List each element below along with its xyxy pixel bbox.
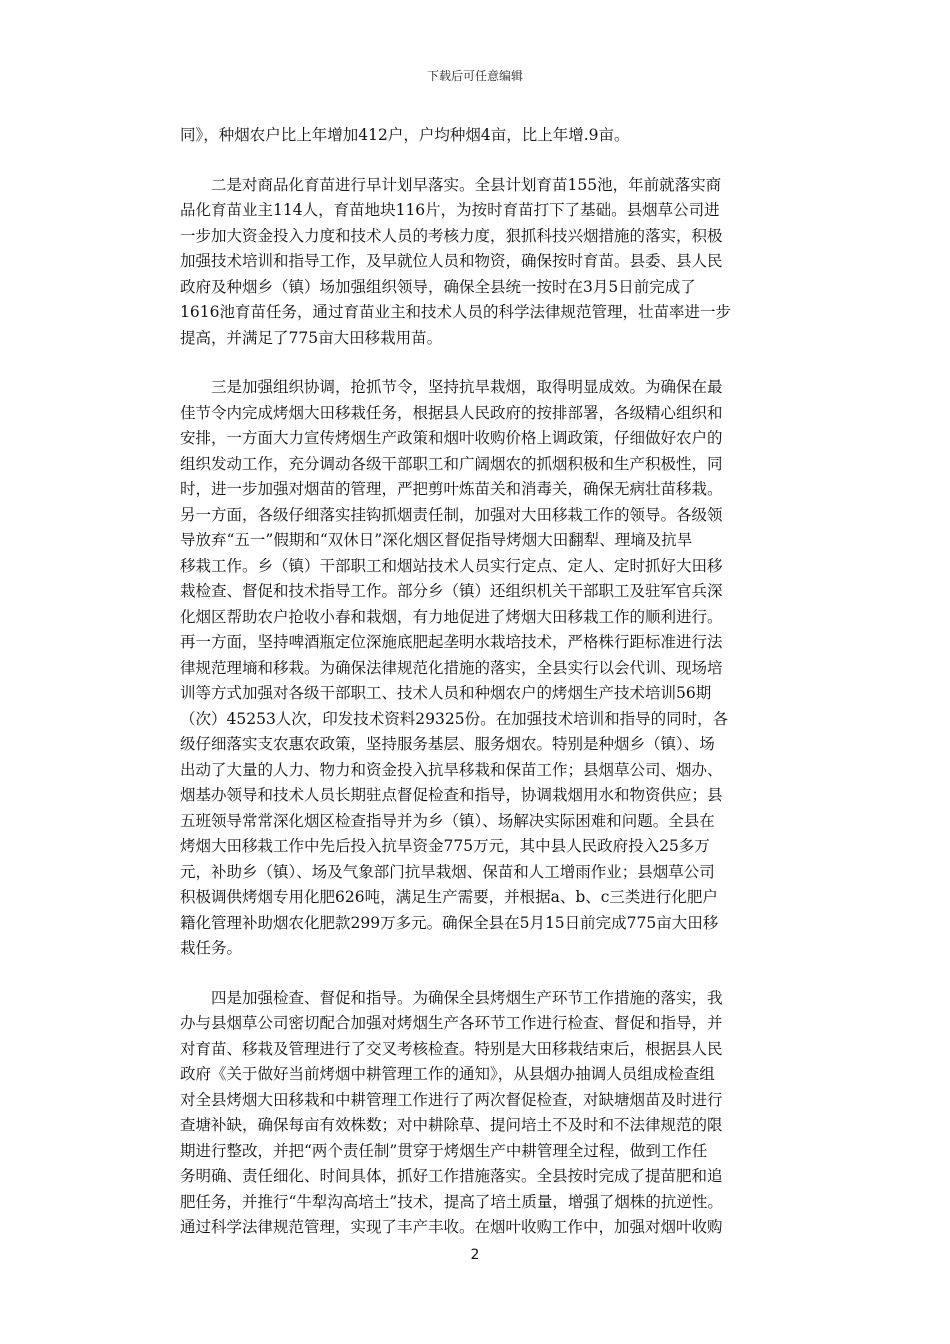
text-line: 肥任务，并推行“牛犁沟高培土”技术，提高了培土质量，增强了烟株的抗逆性。 (180, 1192, 723, 1211)
text-line: 务明确、责任细化、时间具体，抓好工作措施落实。全县按时完成了提苗肥和追 (180, 1167, 723, 1185)
text-line: 通过科学法律规范管理，实现了丰产丰收。在烟叶收购工作中，加强对烟叶收购 (180, 1218, 723, 1236)
text-line: 品化育苗业主114人，育苗地块116片，为按时育苗打下了基础。县烟草公司进 (180, 201, 720, 219)
text-line: 烤烟大田移栽工作中先后投入抗旱资金775万元，其中县人民政府投入25多万 (180, 837, 710, 855)
text-line: （次）45253人次，印发技术资料29325份。在加强技术培训和指导的同时，各 (180, 709, 729, 728)
text-line: 同》，种烟农户比上年增加412户，户均种烟4亩，比上年增.9亩。 (180, 126, 630, 144)
paragraph-gap (180, 351, 780, 375)
text-line: 移栽工作。乡（镇）干部职工和烟站技术人员实行定点、定人、定时抓好大田移 (180, 556, 723, 575)
text-line: 对全县烤烟大田移栽和中耕管理工作进行了两次督促检查，对缺塘烟苗及时进行 (180, 1090, 723, 1109)
text-line: 一步加大资金投入力度和技术人员的考核力度，狠抓科技兴烟措施的落实，积极 (180, 226, 723, 245)
text-line: 查塘补缺，确保每亩有效株数；对中耕除草、提问培土不及时和不法律规范的限 (180, 1116, 723, 1134)
text-line: 级仔细落实支农惠农政策，坚持服务基层、服务烟农。特别是种烟乡（镇）、场 (180, 735, 715, 753)
text-line: 期进行整改，并把“两个责任制”贯穿于烤烟生产中耕管理全过程，做到工作任 (180, 1141, 708, 1160)
text-line: 加强技术培训和指导工作，及早就位人员和物资，确保按时育苗。县委、县人民 (180, 252, 723, 270)
text-line: 政府《关于做好当前烤烟中耕管理工作的通知》，从县烟办抽调人员组成检查组 (180, 1065, 715, 1083)
text-line: 再一方面，坚持啤酒瓶定位深施底肥起垄明水栽培技术，严格株行距标准进行法 (180, 633, 723, 651)
text-line: 四是加强检查、督促和指导。为确保全县烤烟生产环节工作措施的落实，我 (180, 988, 723, 1007)
text-line: 政府及种烟乡（镇）场加强组织领导，确保全县统一按时在3月5日前完成了 (180, 277, 696, 296)
text-line: 栽检查、督促和技术指导工作。部分乡（镇）还组织机关干部职工及驻军官兵深 (180, 582, 723, 600)
text-line: 组织发动工作，充分调动各级干部职工和广阔烟农的抓烟积极和生产积极性，同 (180, 454, 723, 473)
text-line: 三是加强组织协调，抢抓节令，坚持抗旱栽烟，取得明显成效。为确保在最 (180, 378, 723, 396)
text-line: 栽任务。 (180, 939, 243, 957)
paragraph-gap (180, 149, 780, 173)
text-line: 安排，一方面大力宣传烤烟生产政策和烟叶收购价格上调政策，仔细做好农户的 (180, 429, 723, 447)
page-number: 2 (470, 1247, 480, 1263)
page-header: 下载后可任意编辑 (426, 69, 523, 83)
text-line: 对育苗、移栽及管理进行了交叉考核检查。特别是大田移栽结束后，根据县人民 (180, 1039, 723, 1058)
text-line: 佳节令内完成烤烟大田移栽任务，根据县人民政府的按排部署，各级精心组织和 (180, 403, 723, 422)
text-line: 1616池育苗任务，通过育苗业主和技术人员的科学法律规范管理，壮苗率进一步 (180, 303, 731, 321)
paragraph-gap (180, 962, 780, 986)
text-line: 二是对商品化育苗进行早计划早落实。全县计划育苗155池，年前就落实商 (180, 175, 722, 194)
text-line: 出动了大量的人力、物力和资金投入抗旱移栽和保苗工作；县烟草公司、烟办、 (180, 760, 723, 779)
text-line: 导放弃“五一”假期和“双休日”深化烟区督促指导烤烟大田翻犁、理墒及抗旱 (180, 531, 693, 549)
text-line: 时，进一步加强对烟苗的管理，严把剪叶炼苗关和消毒关，确保无病壮苗移栽。 (180, 480, 723, 498)
text-line: 元，补助乡（镇）、场及气象部门抗旱栽烟、保苗和人工增雨作业；县烟草公司 (180, 862, 715, 881)
text-line: 办与县烟草公司密切配合加强对烤烟生产各环节工作进行检查、督促和指导，并 (180, 1014, 723, 1032)
paragraph (180, 986, 780, 1241)
text-line: 烟基办领导和技术人员长期驻点督促检查和指导，协调栽烟用水和物资供应；县 (180, 786, 723, 804)
text-line: 五班领导常常深化烟区检查指导并为乡（镇）、场解决实际困难和问题。全县在 (180, 811, 715, 830)
paragraph (180, 123, 780, 149)
paragraph (180, 173, 780, 352)
text-line: 律规范理墒和移栽。为确保法律规范化措施的落实，全县实行以会代训、现场培 (180, 658, 723, 677)
text-line: 籍化管理补助烟农化肥款299万多元。确保全县在5月15日前完成775亩大田移 (180, 913, 719, 932)
text-line: 化烟区帮助农户抢收小春和栽烟，有力地促进了烤烟大田移栽工作的顺利进行。 (180, 607, 723, 626)
paragraph (180, 375, 780, 962)
text-line: 训等方式加强对各级干部职工、技术人员和种烟农户的烤烟生产技术培训56期 (180, 684, 712, 702)
text-line: 积极调供烤烟专用化肥626吨，满足生产需要，并根据a、b、c三类进行化肥户 (180, 888, 718, 906)
document-body (180, 123, 780, 1241)
text-line: 提高，并满足了775亩大田移栽用苗。 (180, 328, 443, 347)
text-line: 另一方面，各级仔细落实挂钩抓烟责任制，加强对大田移栽工作的领导。各级领 (180, 505, 723, 524)
